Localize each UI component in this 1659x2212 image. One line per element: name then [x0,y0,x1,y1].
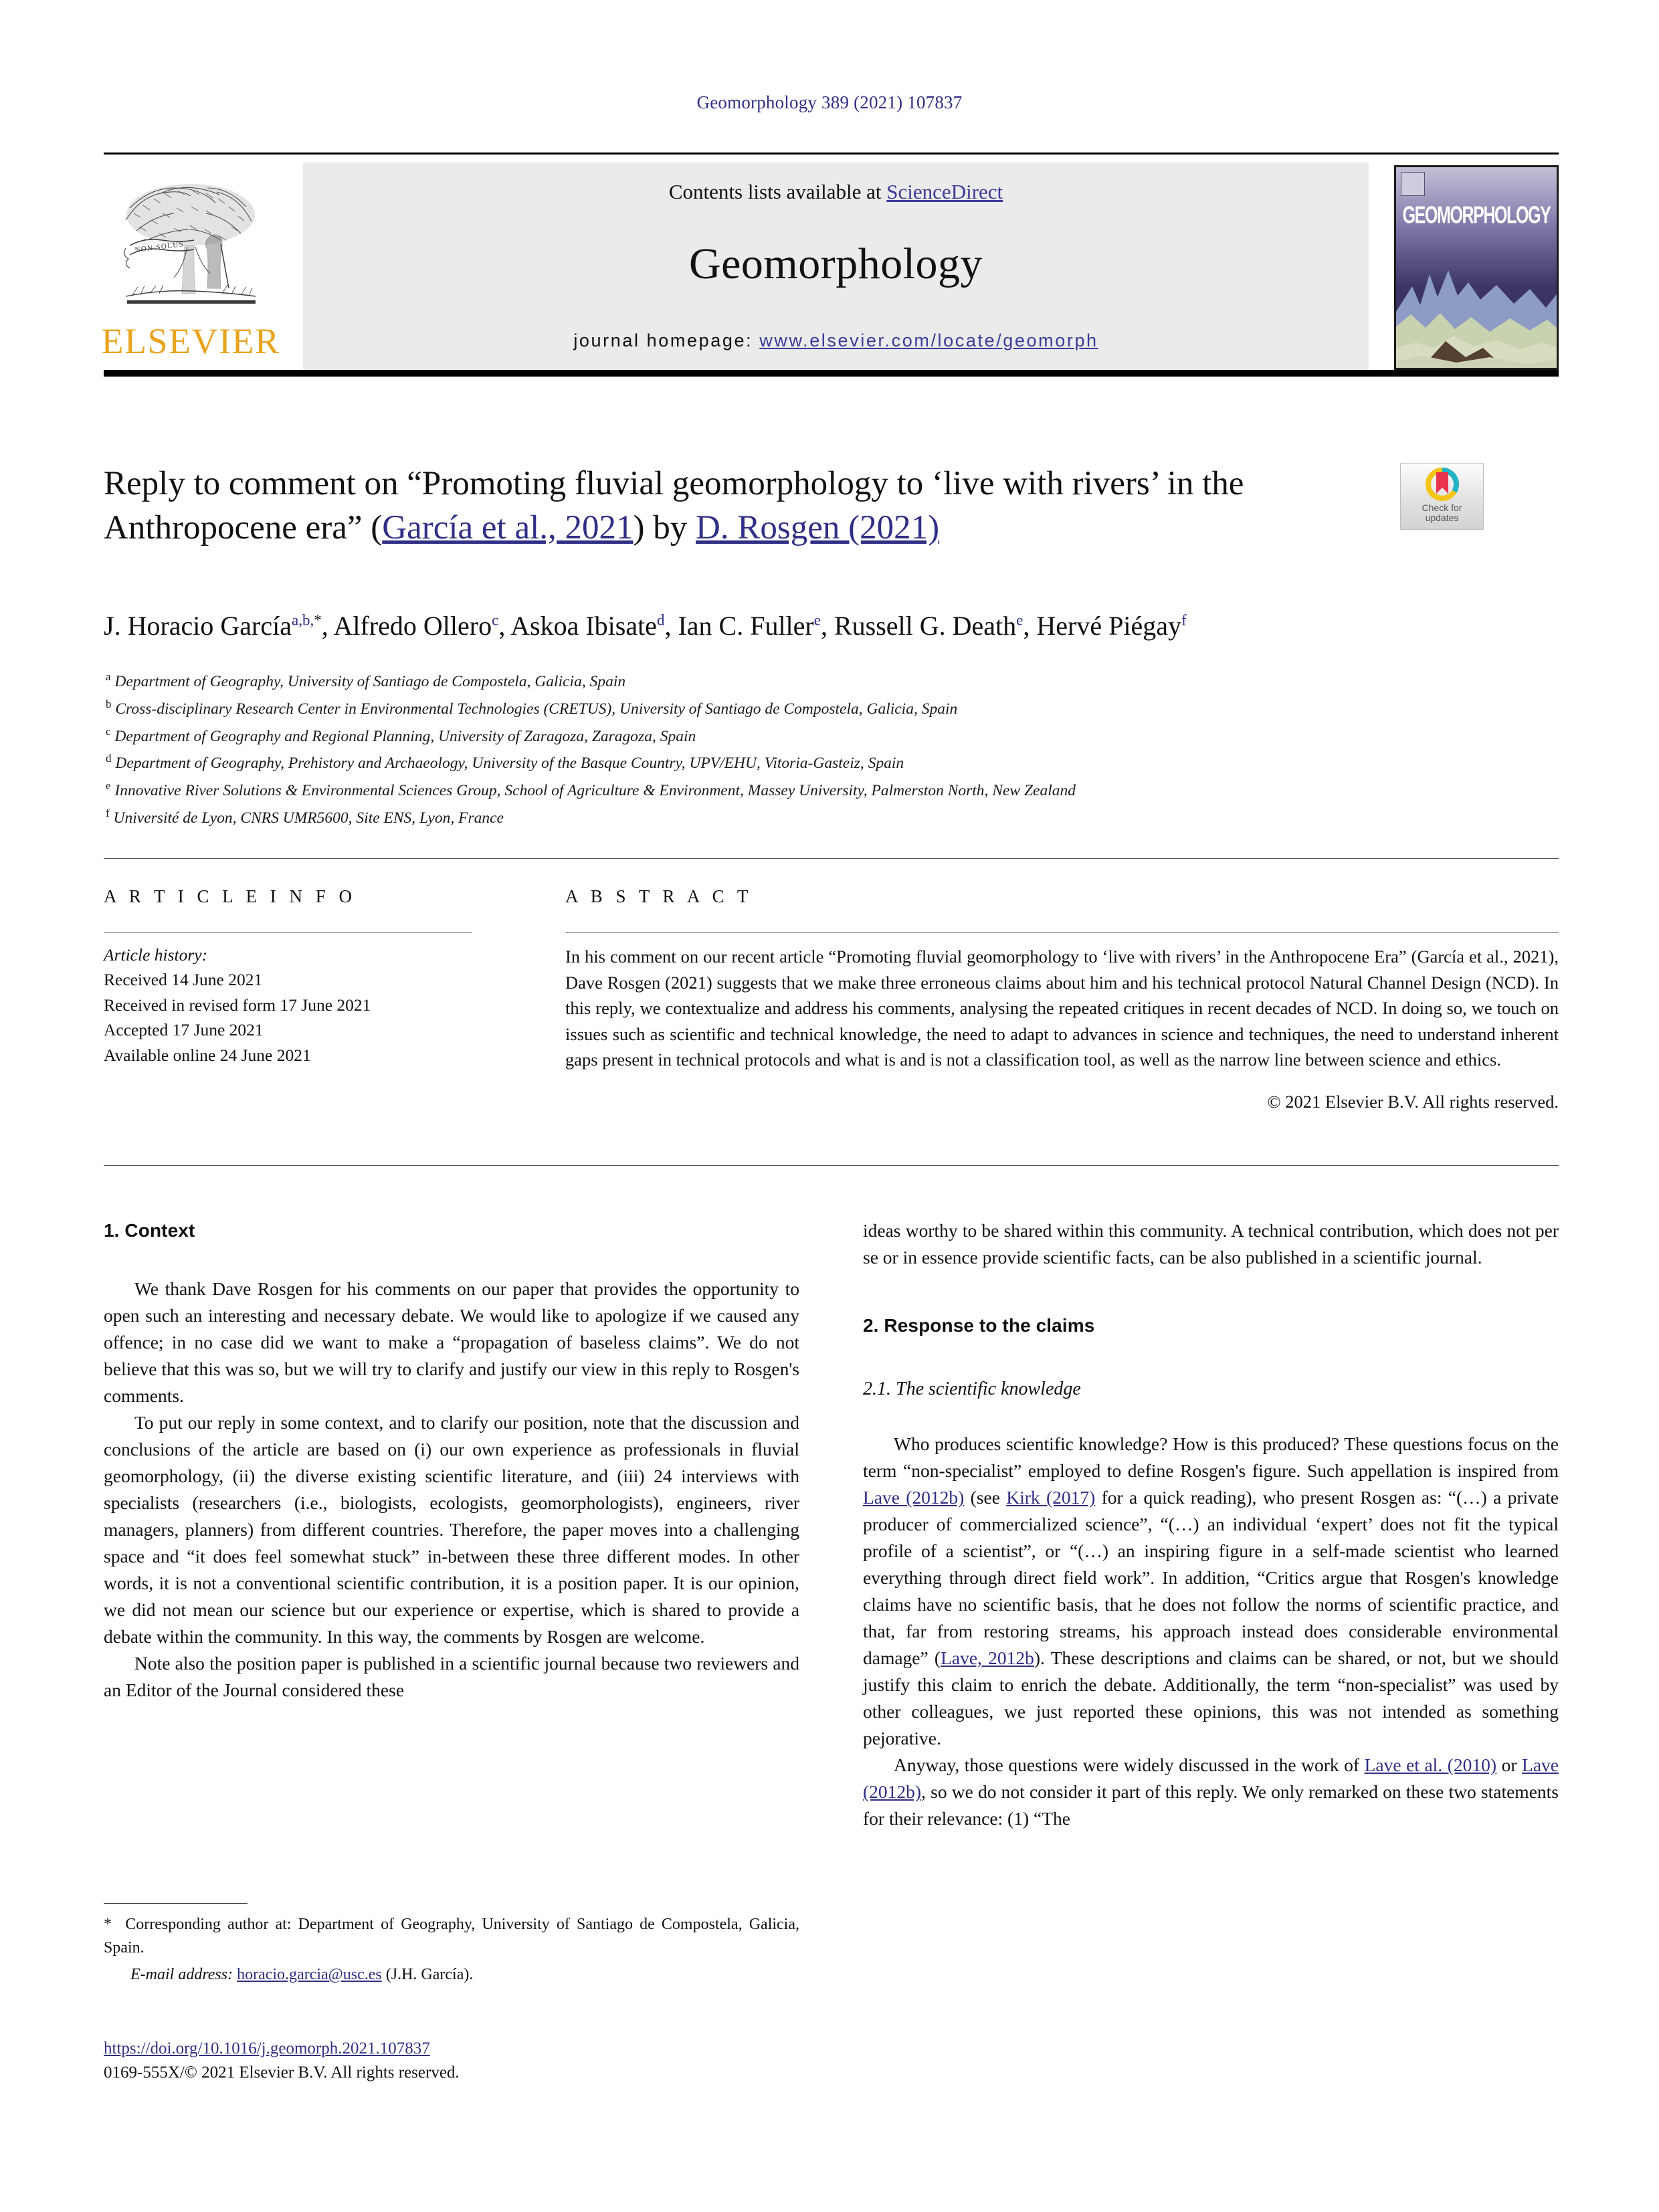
journal-title: Geomorphology [688,239,983,288]
elsevier-tree-icon [120,173,261,322]
abstract-block [565,886,1559,1112]
journal-cover-thumbnail [1394,165,1559,370]
section-heading-response: 2. Response to the claims [863,1315,1095,1336]
cover-landscape-art [1396,247,1557,368]
author-affiliation-marker: e [813,611,821,629]
affiliation-item [106,722,1444,750]
affiliation-marker: e [106,779,111,793]
title-part-2: ) by [633,509,696,547]
contents-line [669,180,1003,204]
abstract-copyright: © 2021 Elsevier B.V. All rights reserved. [1267,1091,1559,1112]
affiliation-marker: a [106,670,111,683]
affiliation-text: Department of Geography, University of Santiago de Compostela, Galicia, Spain [110,672,626,690]
footnote-email [104,1963,799,1987]
footnote-corresponding-text: Corresponding author at: Department of Geography, University of Santiago de Compostela, Galicia, Spain. [104,1916,800,1956]
journal-masthead [101,153,1559,371]
paragraph: Note also the position paper is published in a scientific journal because two reviewers and an Editor of the Journal considered these [104,1652,799,1700]
paragraph: We thank Dave Rosgen for his comments on our paper that provides the opportunity to open such an interesting and necessary debate. We would like to apologize if we caused any offence; in no case did we want to make a “propagation of baseless claims”. We do not believe that this was so, but we will try to clarify and justify our view in this reply to Rosgen's comments. [104,1278,799,1406]
subsection-heading-scientific-knowledge: 2.1. The scientific knowledge [863,1378,1081,1399]
author-affiliation-marker: d [656,611,665,629]
author-name: Ian C. Fuller [678,611,814,641]
abstract-heading: A B S T R A C T [565,886,753,906]
elsevier-logo [101,163,280,371]
contents-prefix: Contents lists available at [668,180,887,203]
affiliation-list [106,668,1444,831]
text-run: Who produces scientific knowledge? How is this produced? These questions focus on the term “non-specialist” employed to define Rosgen's figure. Such appellation is inspired from [863,1433,1559,1482]
citation-lave-2012b-3[interactable]: Lave (2012b) [863,1754,1559,1803]
affiliation-item [106,804,1444,831]
title-citation-garcia[interactable]: García et al., 2021 [382,509,633,547]
author-affiliation-marker: a,b,* [291,611,322,629]
page-title [104,462,1375,550]
affiliation-text: Department of Geography, Prehistory and Archaeology, University of the Basque Country, UPV/EHU, Vitoria-Gasteiz, Spain [111,755,904,773]
info-bottom-rule [104,1165,1559,1166]
crossmark-line-2: updates [1425,512,1459,524]
elsevier-wordmark: ELSEVIER [101,321,280,361]
email-link[interactable]: horacio.garcia@usc.es [237,1966,382,1984]
affiliation-marker: d [106,752,112,765]
author-name: Alfredo Ollero [333,611,492,641]
footnote-star: * [104,1916,112,1933]
info-top-rule [104,858,1559,859]
running-head: Geomorphology 389 (2021) 107837 [696,92,963,112]
crossmark-line-1: Check for [1422,502,1462,513]
title-block [104,462,1375,550]
affiliation-text: Cross-disciplinary Research Center in Environmental Technologies (CRETUS), University of Santiago de Compostela, Galicia, Spain [111,700,958,718]
citation-lave-2012b[interactable]: Lave (2012b) [863,1487,965,1508]
affiliation-text: Université de Lyon, CNRS UMR5600, Site ENS, Lyon, France [109,809,504,827]
svg-text:NON SOLUS: NON SOLUS [134,240,185,254]
affiliation-marker: b [106,697,112,710]
author-name: Hervé Piégay [1036,611,1181,641]
section-heading-context: 1. Context [104,1220,195,1241]
body-column-right [863,1217,1559,1832]
sciencedirect-link[interactable]: ScienceDirect [886,180,1003,203]
affiliation-item [106,749,1444,777]
text-run: ). These descriptions and claims can be shared, or not, but we should justify this claim to enrich the debate. Additionally, the term “non-specialist” was used by other colleagues, we just reported these opinions, this was not intended as something pejorative. [863,1647,1559,1749]
text-run: , so we do not consider it part of this reply. We only remarked on these two statements for their relevance: (1) “The [863,1781,1559,1829]
author-list: J. Horacio García$^{a,b,*}$, Alfredo Ollero$^c$, Askoa Ibisate$^d$, Ian C. Fuller$^e$, Russell G. Death$^e$, Hervé Piégay$^f$ [104,611,1187,641]
author-affiliation-marker: c [492,611,499,629]
paragraph [863,1752,1559,1832]
affiliation-marker: c [106,724,111,738]
issn-copyright-line: 0169-555X/© 2021 Elsevier B.V. All rights reserved. [104,2063,460,2082]
article-history-item: Received 14 June 2021 [104,970,263,990]
journal-homepage-link[interactable]: www.elsevier.com/locate/geomorph [759,330,1098,350]
cover-journal-title: GEOMORPHOLOGY [1402,201,1551,229]
text-run: for a quick reading), who present Rosgen as: “(…) a private producer of commercialized science”, “(…) an individual ‘expert’ does not fit the typical profile of a scientist”, or “(…) an inspiring figure in a self-made scientist who learned everything through direct field work”. In addition, “Critics argue that Rosgen's knowledge claims have no scientific basis, that he does not follow the norms of scientific practice, and that, far from restoring streams, his approach instead does considerable environmental damage” ( [863,1487,1559,1669]
citation-kirk-2017[interactable]: Kirk (2017) [1006,1487,1096,1508]
page-footer [104,2037,906,2084]
author-affiliation-marker: f [1181,611,1187,629]
crossmark-label [1422,503,1462,524]
affiliation-item [106,695,1444,722]
affiliation-item [106,668,1444,695]
title-citation-rosgen[interactable]: D. Rosgen (2021) [696,509,940,547]
article-history-item: Available online 24 June 2021 [104,1045,311,1065]
article-info-block [104,886,565,1068]
footnote-rule [104,1903,248,1904]
body-column-left [104,1217,799,1704]
author-name: J. Horacio García [104,611,292,641]
affiliation-item [106,777,1444,804]
affiliation-text: Department of Geography and Regional Planning, University of Zaragoza, Zaragoza, Spain [110,727,696,745]
corresponding-author-footnote [104,1903,799,1987]
citation-lave-et-al-2010[interactable]: Lave et al. (2010) [1364,1754,1497,1776]
footnote-email-suffix: (J.H. García). [385,1966,474,1984]
affiliation-marker: f [106,807,110,820]
text-run: (see [964,1487,1007,1508]
author-name: Russell G. Death [834,611,1017,641]
crossmark-icon [1424,467,1461,502]
masthead-bottom-rule [104,370,1559,377]
article-history [104,942,565,1068]
citation-lave-2012b-2[interactable]: Lave, 2012b [941,1647,1034,1669]
article-info-rule [104,932,472,933]
paragraph: To put our reply in some context, and to clarify our position, note that the discussion and conclusions of the article are based on (i) our own experience as professionals in fluvial geomorphology, (ii) the diverse existing scientific literature, and (iii) 24 interviews with specialists (researchers (i.e., biologists, ecologists, geomorphologists), engineers, river managers, planners) from different countries. Therefore, the paper moves into a challenging space and “it does feel somewhat stuck” in-between these three different modes. In other words, it is not a conventional scientific contribution, it is a position paper. It is our opinion, we did not mean our science but our experience or expertise, which is shared to provide a debate within the community. In this way, the comments by Rosgen are welcome. [104,1411,799,1647]
paragraph [863,1431,1559,1752]
affiliation-text: Innovative River Solutions & Environmental Sciences Group, School of Agriculture & Environment, Massey University, Palmerston North, New Zealand [110,782,1076,800]
article-history-label: Article history: [104,945,208,965]
article-history-item: Accepted 17 June 2021 [104,1020,264,1040]
title-part-1: Reply to comment on “Promoting fluvial geomorphology to ‘live with rivers’ in the Anthropocene era” ( [104,465,1244,547]
paragraph: ideas worthy to be shared within this community. A technical contribution, which does not per se or in essence provide scientific facts, can be also published in a scientific journal. [863,1220,1559,1268]
homepage-prefix: journal homepage: [573,330,760,350]
footnote-corresponding [104,1913,799,1959]
footnote-email-label: E-mail address: [130,1966,233,1984]
article-info-heading: A R T I C L E I N F O [104,886,357,906]
abstract-rule [565,932,1559,933]
journal-band [303,163,1369,371]
article-history-item: Received in revised form 17 June 2021 [104,995,371,1015]
journal-homepage-line [573,330,1098,351]
corresponding-author-marker[interactable]: * [314,611,322,629]
doi-link[interactable]: https://doi.org/10.1016/j.geomorph.2021.107837 [104,2039,430,2057]
text-run: or [1496,1754,1523,1776]
crossmark-badge[interactable] [1400,463,1484,530]
cover-elsevier-icon [1401,172,1425,196]
text-run: Anyway, those questions were widely discussed in the work of [894,1754,1365,1776]
author-name: Askoa Ibisate [510,611,657,641]
abstract-text: In his comment on our recent article “Promoting fluvial geomorphology to ‘live with rivers’ in the Anthropocene Era” (García et al., 2021), Dave Rosgen (2021) suggests that we make three erroneous claims about him and his technical protocol Natural Channel Design (NCD). In this reply, we contextualize and address his comments, analysing the repeated critiques in recent decades of NCD. In doing so, we touch on issues such as scientific and technical knowledge, the need to adapt to advances in science and techniques, the need to understand inherent gaps present in technical protocols and what is and is not a classification tool, as well as the narrow line between science and ethics. [565,946,1559,1070]
author-affiliation-marker: e [1016,611,1023,629]
